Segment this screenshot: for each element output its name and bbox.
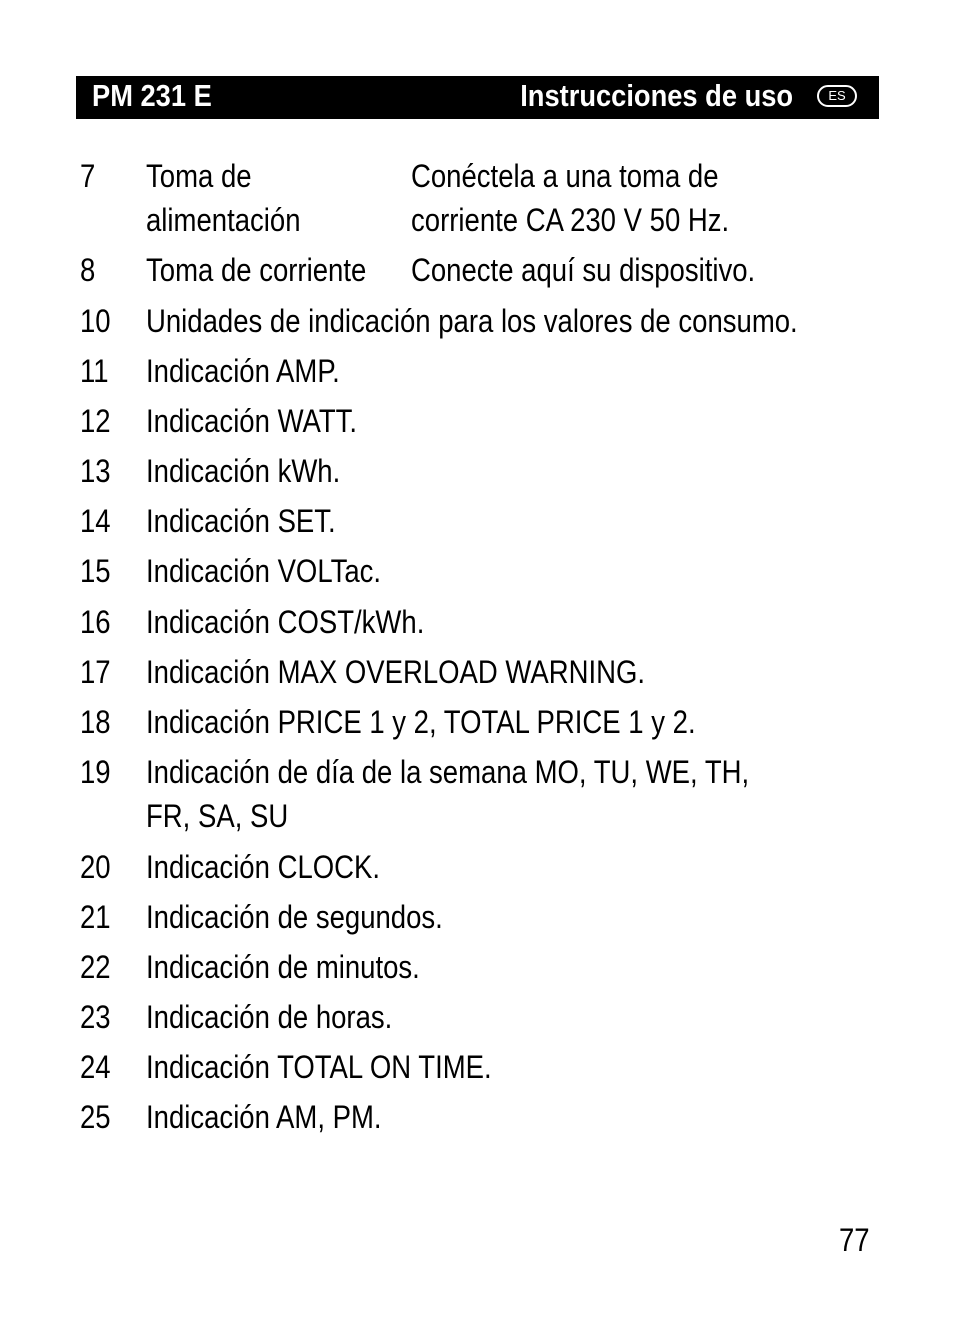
- item-text: Indicación CLOCK.: [146, 849, 381, 885]
- item-number: 18: [80, 704, 111, 740]
- item-text: Indicación WATT.: [146, 403, 358, 439]
- item-text: Indicación AM, PM.: [146, 1099, 382, 1135]
- item-text: FR, SA, SU: [146, 798, 289, 834]
- item-number: 10: [80, 303, 111, 339]
- item-text: Indicación TOTAL ON TIME.: [146, 1049, 492, 1085]
- item-description: Conecte aquí su dispositivo.: [411, 252, 756, 288]
- item-number: 13: [80, 453, 111, 489]
- item-label: Toma de corriente: [146, 252, 367, 288]
- item-number: 25: [80, 1099, 111, 1135]
- item-number: 11: [80, 353, 109, 389]
- item-text: Indicación de horas.: [146, 999, 393, 1035]
- item-text: Indicación AMP.: [146, 353, 340, 389]
- item-number: 17: [80, 654, 111, 690]
- item-number: 8: [80, 252, 96, 288]
- page-number: 77: [839, 1222, 870, 1258]
- item-description: corriente CA 230 V 50 Hz.: [411, 202, 730, 238]
- item-number: 16: [80, 604, 111, 640]
- language-badge: ES: [817, 85, 857, 107]
- item-label: alimentación: [146, 202, 301, 238]
- item-description: Conéctela a una toma de: [411, 158, 719, 194]
- item-text: Indicación SET.: [146, 503, 336, 539]
- item-text: Indicación kWh.: [146, 453, 341, 489]
- document-title: Instrucciones de uso: [520, 78, 793, 113]
- item-text: Unidades de indicación para los valores de consumo.: [146, 303, 798, 339]
- item-number: 22: [80, 949, 111, 985]
- item-label: Toma de: [146, 158, 252, 194]
- item-text: Indicación VOLTac.: [146, 553, 382, 589]
- item-number: 15: [80, 553, 111, 589]
- item-number: 24: [80, 1049, 111, 1085]
- model-name: PM 231 E: [92, 78, 212, 113]
- item-text: Indicación de minutos.: [146, 949, 420, 985]
- item-number: 23: [80, 999, 111, 1035]
- item-number: 21: [80, 899, 111, 935]
- item-number: 7: [80, 158, 96, 194]
- item-text: Indicación COST/kWh.: [146, 604, 425, 640]
- item-number: 20: [80, 849, 111, 885]
- item-number: 12: [80, 403, 111, 439]
- item-number: 19: [80, 754, 111, 790]
- item-number: 14: [80, 503, 111, 539]
- item-text: Indicación MAX OVERLOAD WARNING.: [146, 654, 646, 690]
- header-bar: [76, 76, 879, 119]
- item-text: Indicación de día de la semana MO, TU, WE, TH,: [146, 754, 750, 790]
- item-text: Indicación de segundos.: [146, 899, 443, 935]
- item-text: Indicación PRICE 1 y 2, TOTAL PRICE 1 y 2.: [146, 704, 696, 740]
